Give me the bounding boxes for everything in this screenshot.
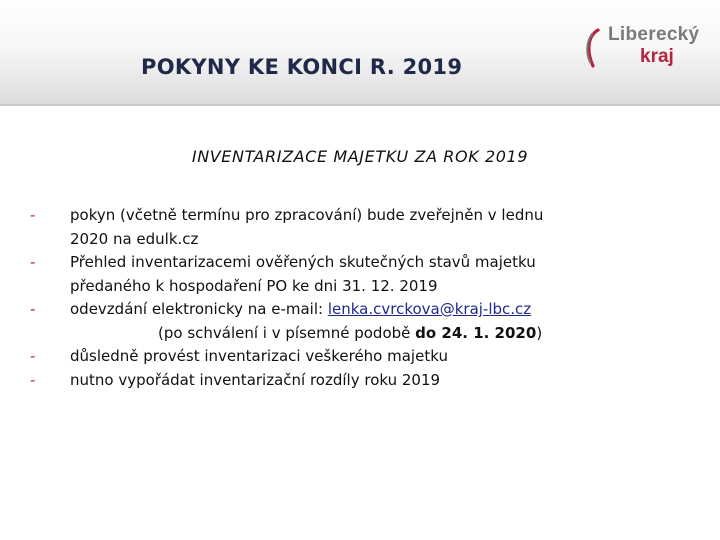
bullet-dash: - xyxy=(30,300,36,318)
list-item xyxy=(30,298,670,345)
list-item-text: Přehled inventarizacemi ověřených skutečných stavů majetku xyxy=(70,253,536,271)
list-item xyxy=(30,204,670,251)
section-heading: INVENTARIZACE MAJETKU ZA ROK 2019 xyxy=(191,147,529,166)
bullet-dash: - xyxy=(30,347,36,365)
list-item-text xyxy=(70,298,670,322)
header-divider xyxy=(0,104,720,106)
note-close: ) xyxy=(536,323,543,342)
list-item-text: důsledně provést inventarizaci veškerého majetku xyxy=(70,347,448,365)
bullet-dash: - xyxy=(30,206,36,224)
list-item-text-continued: předaného k hospodaření PO ke dni 31. 12. 2019 xyxy=(70,276,438,295)
note-open: (po schválení i v písemné podobě xyxy=(158,323,416,342)
logo-text-kraj: kraj xyxy=(640,46,674,67)
list-item-text: pokyn (včetně termínu pro zpracování) bude zveřejněn v lednu xyxy=(70,206,544,224)
logo-mark-icon xyxy=(584,28,602,68)
list-item-note xyxy=(70,322,670,346)
list-item-text-continued: 2020 na edulk.cz xyxy=(70,229,199,248)
page-title: POKYNY KE KONCI R. 2019 xyxy=(141,55,463,79)
list-item xyxy=(30,251,670,298)
list-item xyxy=(30,345,670,369)
list-item-text: nutno vypořádat inventarizační rozdíly roku 2019 xyxy=(70,370,441,389)
instructions-list xyxy=(30,204,670,392)
bullet-dash: - xyxy=(30,370,36,389)
logo-text-liberecky: Liberecký xyxy=(608,24,700,45)
email-link[interactable]: lenka.cvrckova@kraj-lbc.cz xyxy=(327,300,532,318)
bullet-dash: - xyxy=(30,253,36,271)
list-item xyxy=(30,369,670,393)
liberecky-kraj-logo xyxy=(584,24,704,72)
email-prefix: odevzdání elektronicky na e-mail: xyxy=(70,300,328,318)
deadline-date: do 24. 1. 2020 xyxy=(415,323,537,342)
